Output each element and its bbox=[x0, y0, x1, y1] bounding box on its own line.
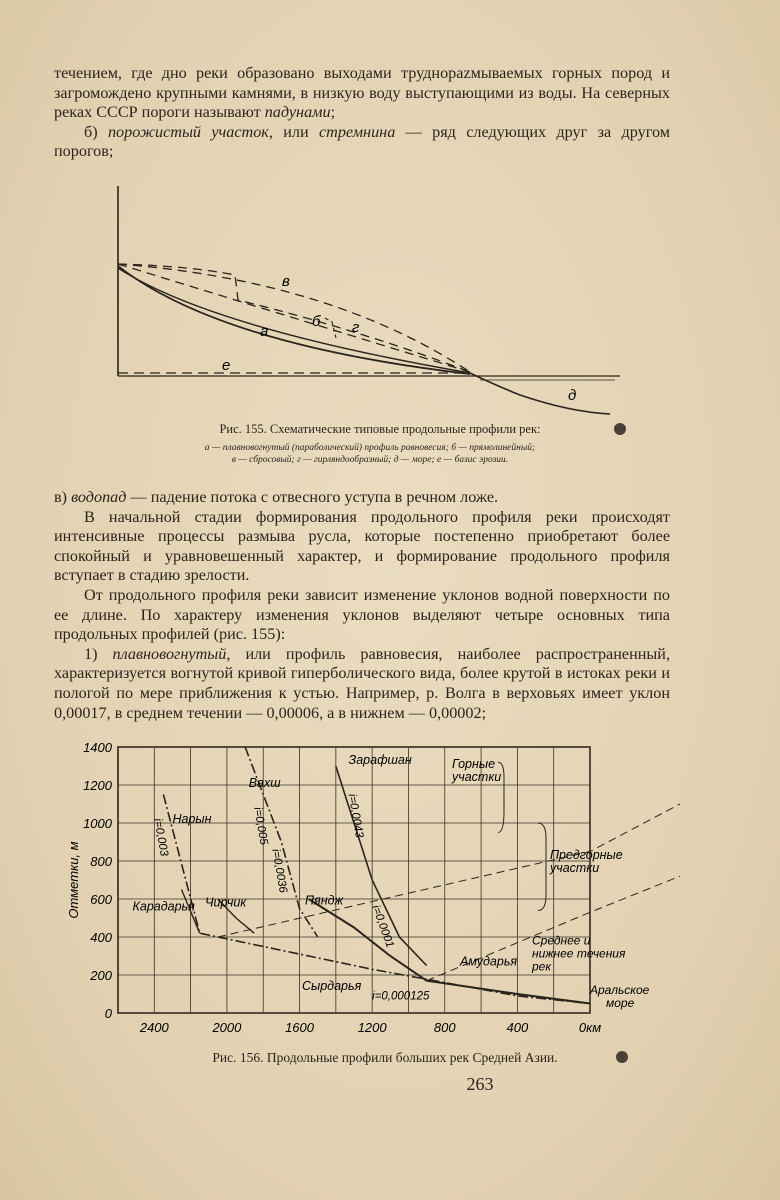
y-tick-label: 200 bbox=[90, 968, 112, 983]
label-e: е bbox=[222, 357, 231, 374]
y-axis-label: Отметки, м bbox=[66, 841, 81, 919]
figure-156-caption: Рис. 156. Продольные профили больших рек Средней Азии. bbox=[212, 1050, 558, 1065]
label-v: в bbox=[282, 273, 290, 290]
bracket-piedmont bbox=[538, 823, 546, 910]
label-a: а bbox=[260, 323, 269, 340]
x-tick-label: 2400 bbox=[139, 1020, 169, 1035]
x-tick-label: 1200 bbox=[357, 1020, 387, 1035]
series-label: Нарын bbox=[172, 812, 212, 826]
piedmont-guide bbox=[218, 804, 680, 937]
label-b: б bbox=[312, 313, 321, 330]
paragraph-profile-types: От продольного профиля реки зависит изменение уклонов водной поверхности по ее длине. По характеру изменения уклонов выделяют четыре основных типа продольных профилей (рис. 155): bbox=[54, 585, 670, 644]
y-tick-label: 800 bbox=[90, 854, 112, 869]
y-tick-label: 1000 bbox=[83, 816, 112, 831]
paragraph-initial-stage: В начальной стадии формирования продольного профиля реки происходят интенсивные процессы размыва русла, которые постепенно приобретают более спокойный и уравновешенный характер, и формирование продольного профиля вступает в стадию зрелости. bbox=[54, 507, 670, 585]
chart-annotation: Среднее и нижнее течения рек bbox=[532, 933, 626, 974]
paragraph-concave: 1) плавновогнутый, или профиль равновесия, наиболее распространенный, характеризуется вогнутой кривой гиперболического вида, более крутой в истоках реки и пологой по мере приближения к устью. Например, р. Волга в верховьях имеет уклон 0,00017, в среднем течении — 0,00006, а в нижнем — 0,00002; bbox=[54, 644, 670, 722]
y-tick-label: 1400 bbox=[83, 740, 112, 755]
x-tick-label: 800 bbox=[433, 1020, 456, 1035]
top-text bbox=[54, 64, 670, 162]
figure-155 bbox=[100, 180, 630, 420]
slope-label: i=0,003 bbox=[151, 817, 170, 858]
slope-label: i=0,000125 bbox=[372, 990, 430, 1003]
y-tick-label: 0 bbox=[104, 1006, 112, 1021]
slope-label: i=0,0001 bbox=[369, 903, 396, 950]
x-tick-label: 400 bbox=[506, 1020, 529, 1035]
series-label: Пяндж bbox=[304, 893, 344, 908]
x-tick-label: 0км bbox=[578, 1020, 602, 1035]
chart-annotation: Горные участки bbox=[452, 756, 502, 784]
y-tick-label: 1200 bbox=[83, 778, 112, 793]
middle-text bbox=[54, 488, 670, 723]
figure-155-legend: а — плавновогнутый (параболический) профиль равновесия; б — прямолинейный; в — сбросовый; г — гирляндообразный; д — море; е — базис эрозии. bbox=[204, 443, 536, 465]
paragraph-rapids: б) порожистый участок, или стремнина — ряд следующих друг за другом порогов; bbox=[54, 122, 670, 161]
figure-156-chart bbox=[60, 735, 700, 1045]
y-tick-label: 400 bbox=[90, 930, 112, 945]
series-label: Карадарья bbox=[132, 899, 195, 914]
label-d: д bbox=[568, 387, 577, 404]
paragraph-waterfalls-continued: течением, где дно реки образовано выходами труднорazмываемых горных пород и загромождено крупными камнями, в низкую воду выступающими из воды. На северных реках СССР пороги называют падунами; bbox=[54, 64, 670, 122]
x-tick-label: 1600 bbox=[285, 1020, 314, 1035]
slope-label: i=0,0036 bbox=[269, 848, 289, 894]
term-concave: плавновогнутый, bbox=[112, 644, 231, 663]
chart-annotation: Сырдарья bbox=[302, 979, 362, 994]
chart-annotation: Аральское море bbox=[590, 983, 650, 1010]
term-paduny: падунами bbox=[264, 103, 331, 122]
chart-annotation: Предгорные участки bbox=[550, 848, 623, 876]
chart-frame bbox=[118, 747, 590, 1013]
term-stremnina: стремнина bbox=[318, 122, 396, 141]
paragraph-waterfall: в) водопад — падение потока с отвесного уступа в речном ложе. bbox=[54, 488, 499, 506]
slope-label: i=0,0043 bbox=[345, 792, 366, 839]
term-rapids-section: порожистый участок, bbox=[107, 122, 273, 141]
series-label: Чирчик bbox=[205, 895, 247, 910]
series-label: Зарафшан bbox=[348, 753, 412, 768]
figure-marker-icon bbox=[616, 1051, 628, 1063]
page-number: 263 bbox=[466, 1074, 494, 1094]
x-tick-label: 2000 bbox=[212, 1020, 242, 1035]
term-waterfall: водопад bbox=[71, 488, 127, 506]
slope-label: i=0,005 bbox=[251, 806, 270, 846]
label-g: г bbox=[352, 319, 360, 336]
chart-annotation: Амударья bbox=[460, 954, 518, 969]
figure-marker-icon bbox=[614, 423, 626, 435]
y-tick-label: 600 bbox=[90, 892, 112, 907]
figure-155-caption: Рис. 155. Схематические типовые продольные профили рек: bbox=[219, 422, 541, 436]
series-label: Вахш bbox=[248, 775, 281, 790]
